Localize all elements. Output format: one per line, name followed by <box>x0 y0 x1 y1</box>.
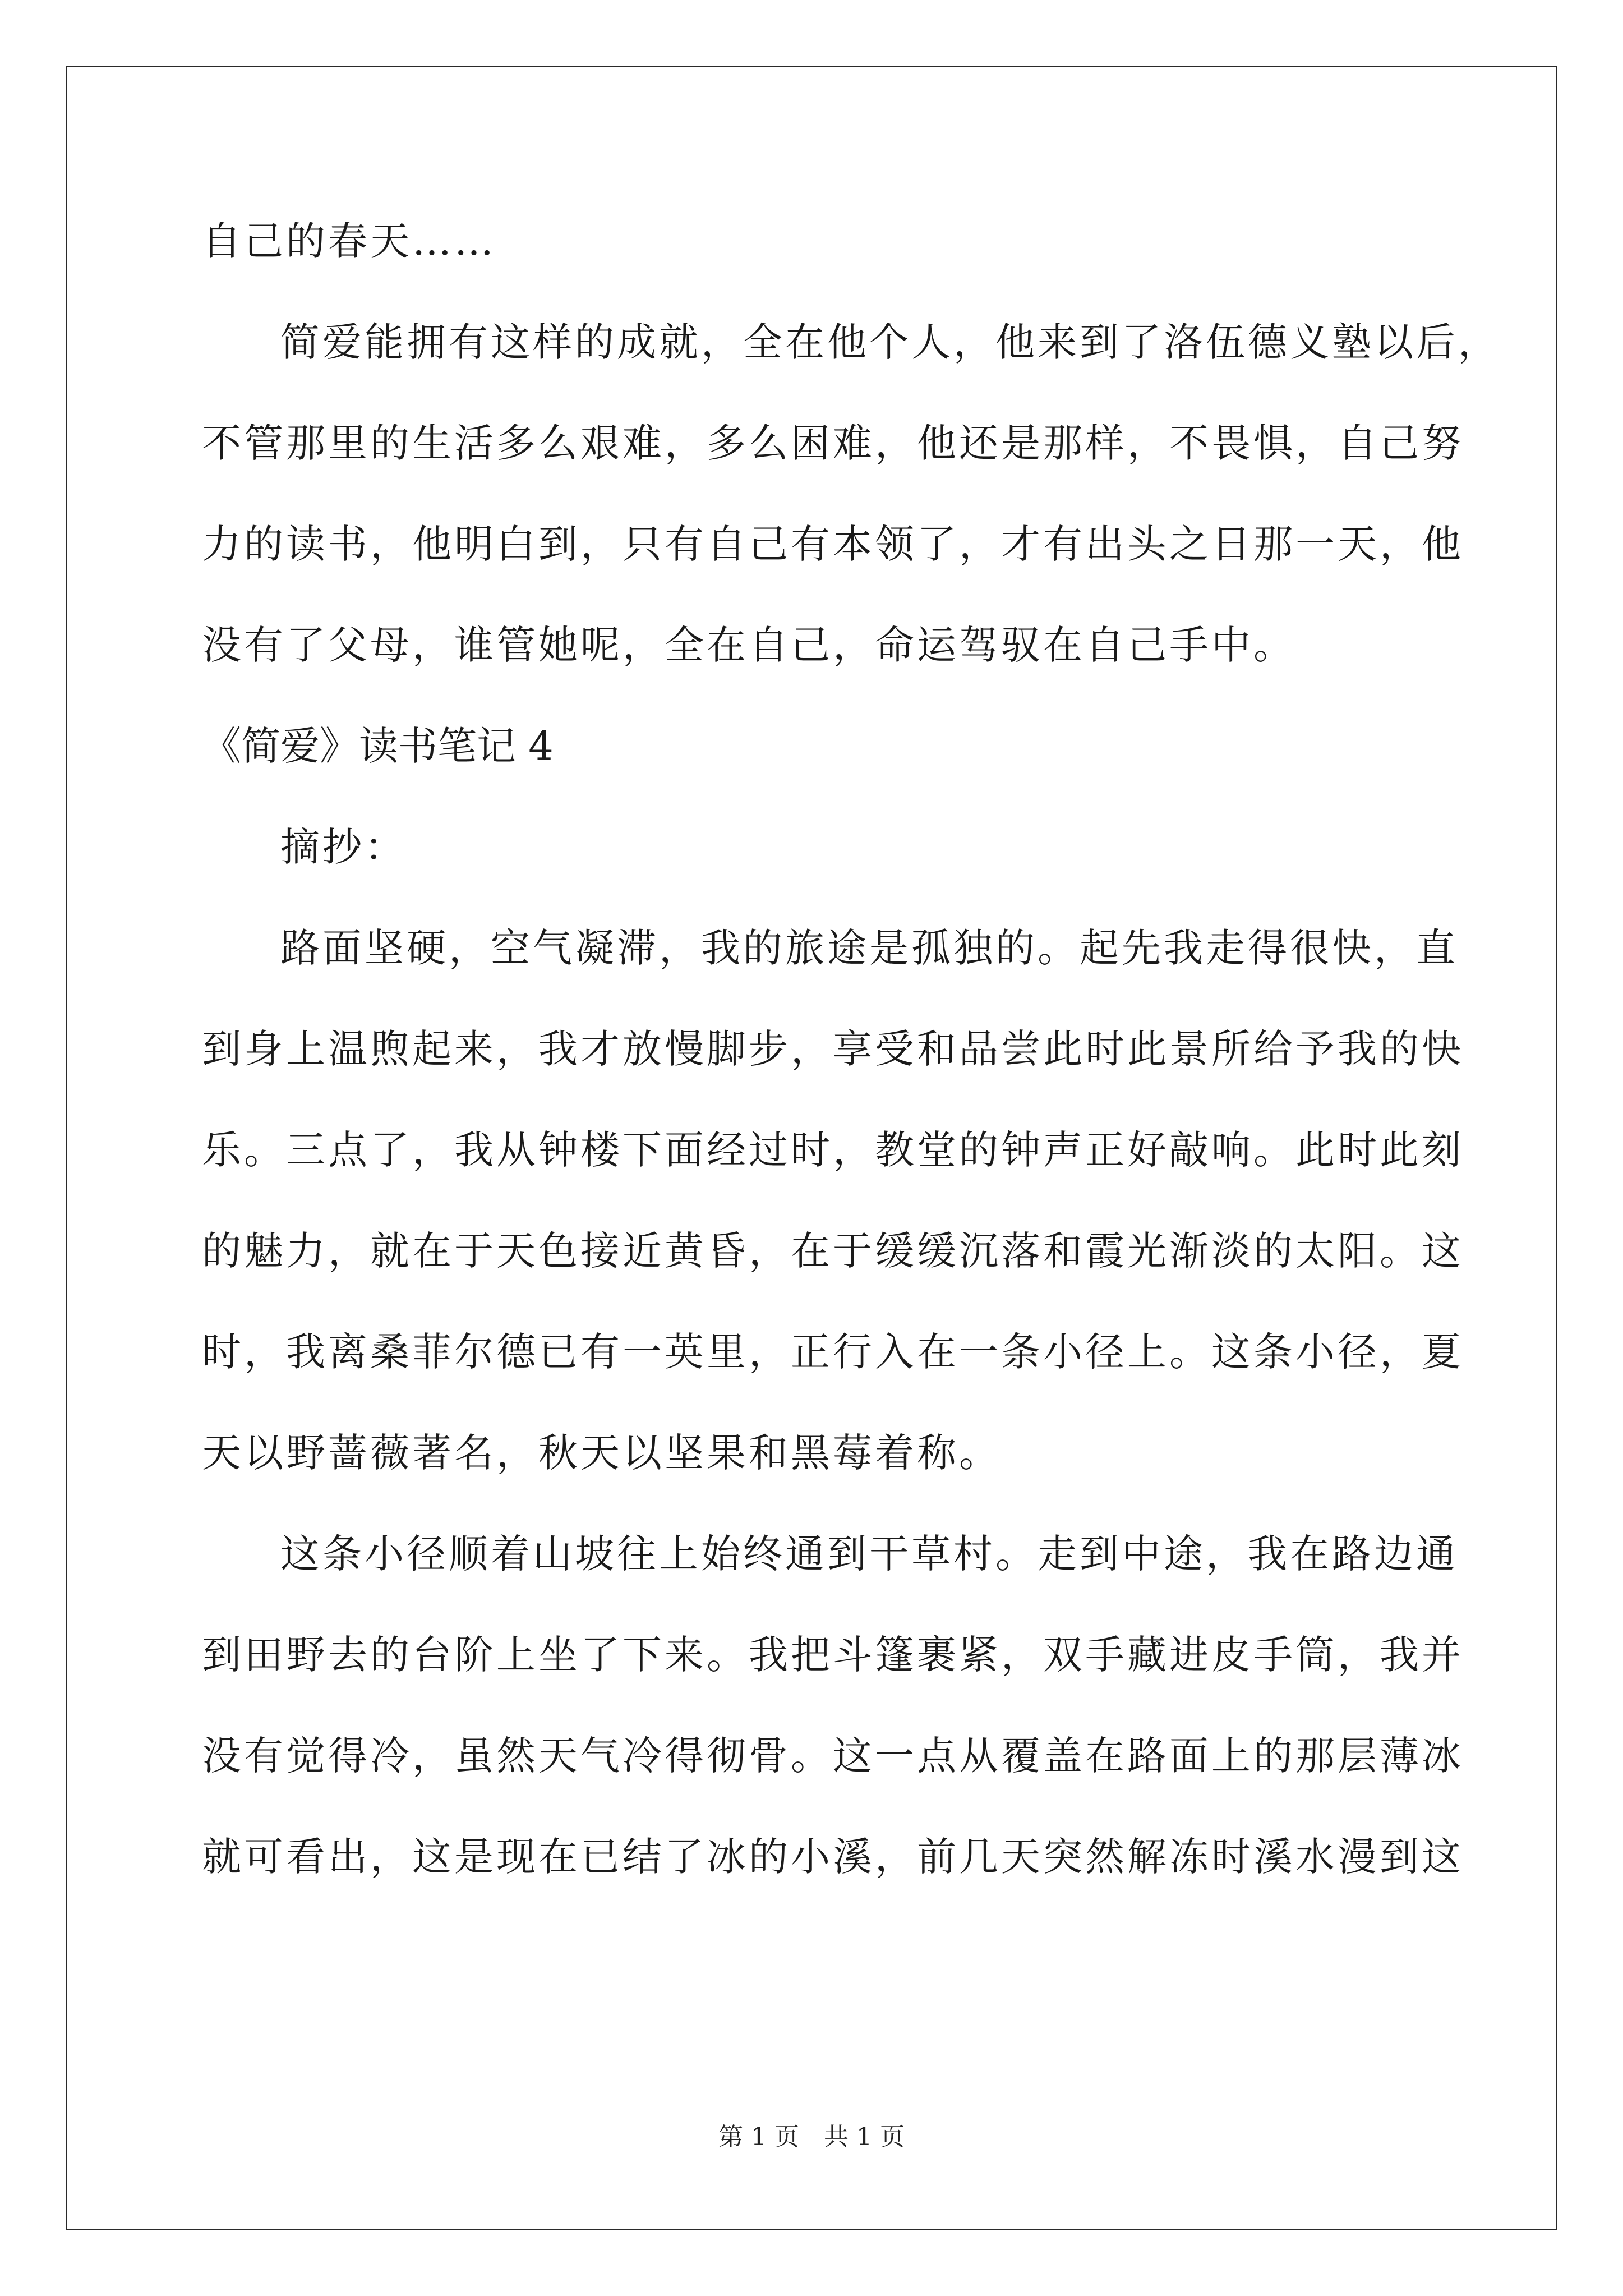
text-line: 力的读书，他明白到，只有自己有本领了，才有出头之日那一天，他 <box>202 521 1464 567</box>
page-total: 共 1 页 <box>824 2123 905 2151</box>
page-number: 第 1 页 <box>718 2123 799 2151</box>
text-line: 到田野去的台阶上坐了下来。我把斗篷裹紧，双手藏进皮手筒，我并 <box>202 1632 1464 1678</box>
text-line: 摘抄： <box>280 824 407 870</box>
text-line: 不管那里的生活多么艰难，多么困难，他还是那样，不畏惧，自己努 <box>202 420 1464 466</box>
text-line: 没有觉得冷，虽然天气冷得彻骨。这一点从覆盖在路面上的那层薄冰 <box>202 1733 1464 1779</box>
text-line: 天以野蔷薇著名，秋天以坚果和黑莓着称。 <box>202 1430 1001 1476</box>
text-line: 就可看出，这是现在已结了冰的小溪，前几天突然解冻时溪水漫到这 <box>202 1834 1464 1880</box>
page-footer <box>0 2120 1623 2154</box>
text-line: 的魅力，就在于天色接近黄昏，在于缓缓沉落和霞光渐淡的太阳。这 <box>202 1228 1464 1274</box>
text-line: 简爱能拥有这样的成就，全在他个人，他来到了洛伍德义塾以后， <box>280 319 1500 365</box>
text-line: 自己的春天…… <box>202 218 496 264</box>
text-line: 时，我离桑菲尔德已有一英里，正行入在一条小径上。这条小径，夏 <box>202 1329 1464 1375</box>
text-line: 到身上温煦起来，我才放慢脚步，享受和品尝此时此景所给予我的快 <box>202 1026 1464 1072</box>
section-heading: 《简爱》读书笔记 4 <box>202 723 554 769</box>
text-line: 路面坚硬，空气凝滞，我的旅途是孤独的。起先我走得很快，直 <box>280 925 1458 971</box>
text-line: 这条小径顺着山坡往上始终通到干草村。走到中途，我在路边通 <box>280 1531 1458 1577</box>
text-line: 没有了父母，谁管她呢，全在自己，命运驾驭在自己手中。 <box>202 622 1295 668</box>
text-line: 乐。三点了，我从钟楼下面经过时，教堂的钟声正好敲响。此时此刻 <box>202 1127 1464 1173</box>
